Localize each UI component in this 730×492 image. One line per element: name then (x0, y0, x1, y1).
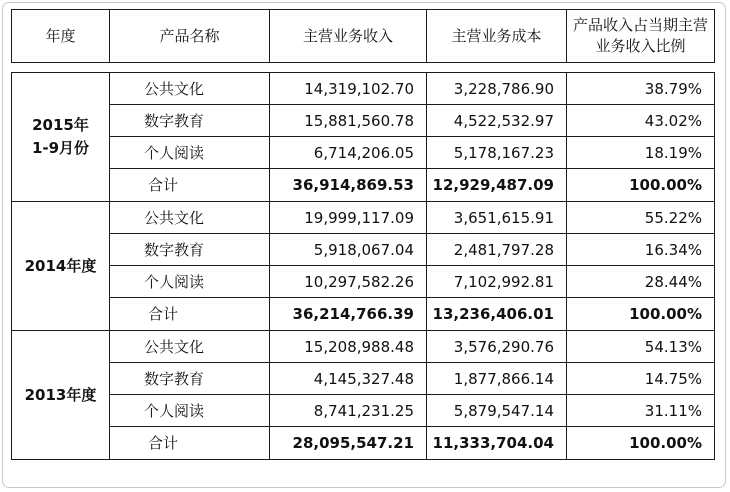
revenue-cell: 15,208,988.48 (270, 331, 427, 363)
product-cell: 个人阅读 (110, 137, 270, 169)
share-cell: 100.00% (567, 298, 715, 331)
product-cell: 数字教育 (110, 363, 270, 395)
product-cell: 公共文化 (110, 73, 270, 105)
header-row (12, 10, 715, 63)
cost-cell: 11,333,704.04 (427, 427, 567, 460)
cost-cell: 12,929,487.09 (427, 169, 567, 202)
product-cell: 合计 (110, 169, 270, 202)
revenue-cell: 4,145,327.48 (270, 363, 427, 395)
revenue-cell: 14,319,102.70 (270, 73, 427, 105)
share-cell: 16.34% (567, 234, 715, 266)
cost-cell: 4,522,532.97 (427, 105, 567, 137)
cost-cell: 2,481,797.28 (427, 234, 567, 266)
product-cell: 个人阅读 (110, 266, 270, 298)
table-row (12, 331, 715, 363)
data-table (11, 72, 715, 460)
table-row (12, 202, 715, 234)
product-cell: 公共文化 (110, 331, 270, 363)
header-revenue: 主营业务收入 (270, 10, 427, 63)
cost-cell: 5,879,547.14 (427, 395, 567, 427)
share-cell: 54.13% (567, 331, 715, 363)
product-cell: 合计 (110, 427, 270, 460)
table-header (11, 9, 715, 63)
table-row (12, 266, 715, 298)
cost-cell: 5,178,167.23 (427, 137, 567, 169)
period-label: 2015年 1-9月份 (12, 73, 110, 202)
subtotal-row (12, 169, 715, 202)
share-cell: 55.22% (567, 202, 715, 234)
revenue-cell: 10,297,582.26 (270, 266, 427, 298)
product-cell: 数字教育 (110, 105, 270, 137)
header-year: 年度 (12, 10, 110, 63)
table-row (12, 363, 715, 395)
cost-cell: 3,576,290.76 (427, 331, 567, 363)
revenue-cell: 15,881,560.78 (270, 105, 427, 137)
revenue-cell: 36,914,869.53 (270, 169, 427, 202)
share-cell: 100.00% (567, 169, 715, 202)
period-label: 2013年度 (12, 331, 110, 460)
revenue-cell: 5,918,067.04 (270, 234, 427, 266)
share-cell: 31.11% (567, 395, 715, 427)
table-row (12, 73, 715, 105)
cost-cell: 3,651,615.91 (427, 202, 567, 234)
cost-cell: 7,102,992.81 (427, 266, 567, 298)
cost-cell: 3,228,786.90 (427, 73, 567, 105)
revenue-cell: 19,999,117.09 (270, 202, 427, 234)
header-cost: 主营业务成本 (427, 10, 567, 63)
share-cell: 28.44% (567, 266, 715, 298)
share-cell: 43.02% (567, 105, 715, 137)
revenue-cell: 28,095,547.21 (270, 427, 427, 460)
table-row (12, 105, 715, 137)
revenue-cell: 36,214,766.39 (270, 298, 427, 331)
period-label: 2014年度 (12, 202, 110, 331)
share-cell: 100.00% (567, 427, 715, 460)
cost-cell: 13,236,406.01 (427, 298, 567, 331)
product-cell: 数字教育 (110, 234, 270, 266)
table-row (12, 137, 715, 169)
cost-cell: 1,877,866.14 (427, 363, 567, 395)
header-share: 产品收入占当期主营业务收入比例 (567, 10, 715, 63)
header-product: 产品名称 (110, 10, 270, 63)
revenue-cell: 8,741,231.25 (270, 395, 427, 427)
share-cell: 18.19% (567, 137, 715, 169)
share-cell: 14.75% (567, 363, 715, 395)
product-cell: 公共文化 (110, 202, 270, 234)
subtotal-row (12, 298, 715, 331)
revenue-cell: 6,714,206.05 (270, 137, 427, 169)
subtotal-row (12, 427, 715, 460)
share-cell: 38.79% (567, 73, 715, 105)
product-cell: 个人阅读 (110, 395, 270, 427)
table-row (12, 234, 715, 266)
product-cell: 合计 (110, 298, 270, 331)
table-row (12, 395, 715, 427)
